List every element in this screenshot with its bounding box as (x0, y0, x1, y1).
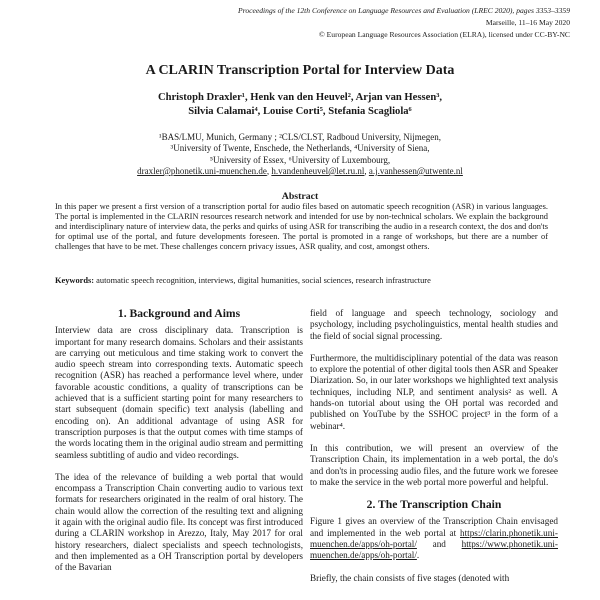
paragraph: Interview data are cross disciplinary data. Transcription is important for many research domains. Scholars and their assistants are carrying out meticulous and time staking work to convert the audio speech stream into corresponding texts. Automatic speech recognition (ASR) has reached a performance level where, under favorable acoustic conditions, a quality of transcriptions can be achieved that is a sufficient starting point for many researchers to start subsequent (domain specific) text analysis (labelling and encoding on). An additional advantage of using ASR for transcription purposes is that the output comes with time stamps of the words locating them in the original audio stream and permitting seamless subtitling of audio and video recordings. (55, 325, 304, 460)
keywords (55, 276, 548, 286)
proceedings-header (100, 5, 570, 41)
keywords-text: automatic speech recognition, interviews, digital humanities, social sciences, research infrastructure (94, 276, 431, 285)
authors-line-2: Silvia Calamai⁴, Louise Corti⁵, Stefania Scagliola⁶ (188, 105, 412, 117)
paragraph: Furthermore, the multidisciplinary potential of the data was reason to explore the potential of other digital tools then ASR and Speaker Diarization. So, in our later workshops we highlighted text analysis techniques, including NLP, and sentiment analysis² as well. A hands-on tutorial about using the OH portal was recorded and published on YouTube by the SSHOC project³ in the form of a webinar⁴. (310, 352, 558, 431)
email-separator: , (266, 165, 272, 176)
header-line-2: Marseille, 11–16 May 2020 (485, 18, 570, 27)
right-column (310, 308, 558, 595)
paragraph-with-links (310, 516, 558, 561)
keywords-label: Keywords: (55, 276, 95, 285)
affiliation-line-3: ⁵University of Essex, ⁶University of Luxembourg, (209, 154, 391, 165)
paragraph: Briefly, the chain consists of five stages (denoted with (310, 572, 510, 583)
abstract-heading: Abstract (281, 191, 319, 202)
paragraph: The idea of the relevance of building a web portal that would encompass a Transcription Chain converting audio to various text formats for researchers originated in the realm of oral history. The chain would allow the correction of the resulting text and aligning it again with the original audio file. Its concept was first introduced during a CLARIN workshop in Arezzo, Italy, May 2017 for oral history researchers, dialect specialists and speech technologists, and then implemented as a OH Transcription portal by developers of the Bavarian (55, 471, 303, 573)
paragraph-text: Figure 1 gives an overview of the Transcription Chain envisaged and implemented in the web portal at (310, 516, 558, 538)
authors-line-1: Christoph Draxler¹, Henk van den Heuvel², Arjan van Hessen³, (157, 92, 443, 103)
header-line-1: Proceedings of the 12th Conference on Language Resources and Evaluation (LREC 2020), pages 3353–3359 (238, 6, 570, 15)
affiliations (40, 132, 560, 177)
email-link-vanhessen[interactable]: a.j.vanhessen@utwente.nl (368, 165, 463, 176)
email-line (40, 166, 560, 177)
paper-title: A CLARIN Transcription Portal for Interview Data (145, 63, 455, 78)
paragraph: In this contribution, we will present an overview of the Transcription Chain, its implementation in a web portal, the do's and don'ts in processing audio files, and the future work we foresee to make the service in the web portal more powerful and helpful. (310, 442, 558, 487)
portal-url-link[interactable]: https://clarin.phonetik.uni-muenchen.de/apps/oh-portal/ (310, 527, 558, 550)
affiliation-line-2: ³University of Twente, Enschede, the Netherlands, ⁴University of Siena, (170, 143, 430, 154)
left-column (55, 300, 303, 585)
paragraph-text: . (416, 550, 420, 561)
email-link-draxler[interactable]: draxler@phonetik.uni-muenchen.de (137, 165, 267, 176)
author-list (40, 91, 560, 118)
email-link-vandenheuvel[interactable]: h.vandenheuvel@let.ru.nl (271, 165, 365, 176)
abstract-text: In this paper we present a first version of a transcription portal for audio files based on automatic speech recognition (ASR) in various languages. The portal is implemented in the CLARIN resources research network and intended for use by non-technical scholars. We explain the background and interdisciplinary nature of interview data, the perks and quirks of using ASR for transcribing the audio in a research context, the dos and don'ts for optimal use of the portal, and future developments foreseen. The portal is promoted in a range of workshops, but there are a number of challenges that have to be met. These challenges concern privacy issues, ASR quality, and cost, amongst others. (55, 202, 548, 251)
section-heading-transcription-chain: 2. The Transcription Chain (366, 498, 502, 512)
email-separator: , (364, 165, 369, 176)
affiliation-line-1: ¹BAS/LMU, Munich, Germany ; ²CLS/CLST, Radboud University, Nijmegen, (158, 132, 442, 142)
paragraph-text: and (416, 539, 462, 550)
portal-url-link-alt[interactable]: https://www.phonetik.uni-muenchen.de/apps/oh-portal/ (310, 539, 558, 561)
header-line-3: © European Language Resources Association (ELRA), licensed under CC-BY-NC (318, 30, 570, 39)
section-heading-background: 1. Background and Aims (117, 307, 241, 320)
paragraph: field of language and speech technology, sociology and psychology, including psycholinguistics, mental health studies and the field of social signal processing. (310, 308, 558, 341)
